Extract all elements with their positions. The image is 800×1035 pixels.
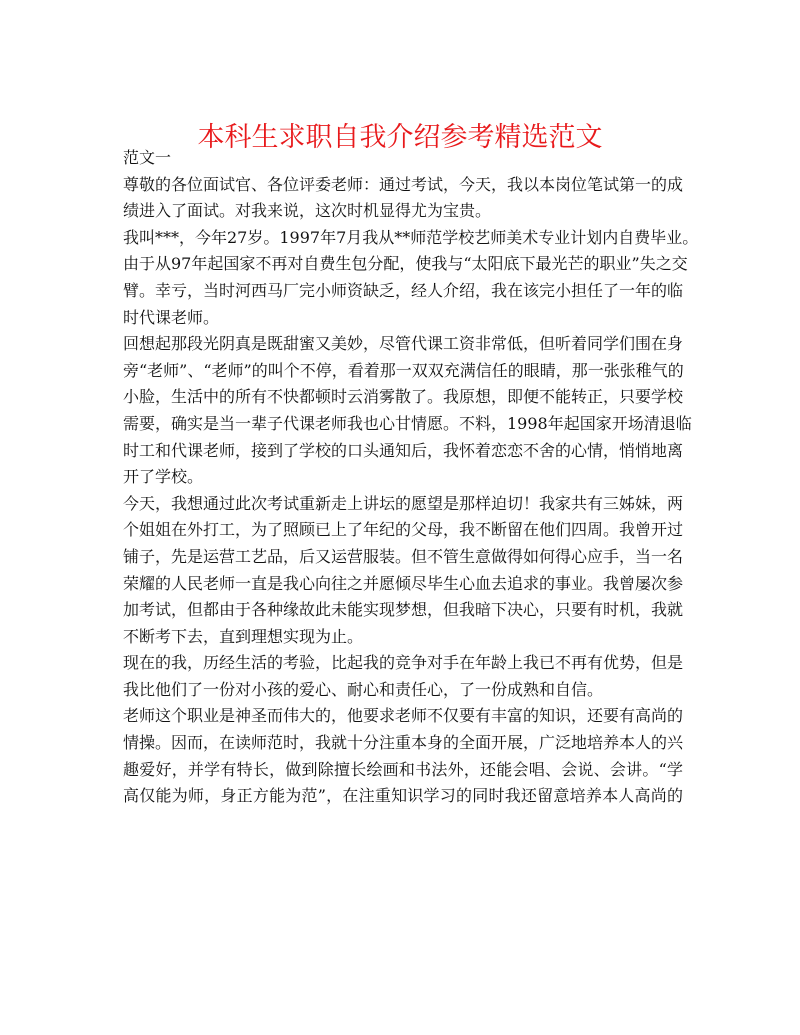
document-title: 本科生求职自我介绍参考精选范文 <box>197 122 603 154</box>
paragraph-aspiration <box>123 491 683 651</box>
text-line: 范文一 <box>123 148 172 167</box>
section-label <box>123 145 683 172</box>
text-line: 由于从97年起国家不再对自费生包分配，使我与“太阳底下最光芒的职业”失之交 <box>123 254 688 274</box>
text-line: 时工和代课老师，接到了学校的口头通知后，我怀着恋恋不舍的心情，悄悄地离 <box>123 440 684 460</box>
paragraph-profession <box>123 703 683 809</box>
text-line: 尊敬的各位面试官、各位评委老师：通过考试，今天，我以本岗位笔试第一的成 <box>123 174 684 194</box>
text-line: 不断考下去，直到理想实现为止。 <box>123 626 364 646</box>
text-line: 绩进入了面试。对我来说，这次时机显得尤为宝贵。 <box>123 201 492 221</box>
text-line: 情操。因而，在读师范时，我就十分注重本身的全面开展，广泛地培养本人的兴 <box>123 733 684 753</box>
paragraph-memories <box>123 331 692 491</box>
text-line: 荣耀的人民老师一直是我心向往之并愿倾尽毕生心血去追求的事业。我曾屡次参 <box>123 573 684 593</box>
text-line: 我叫***，今年27岁。1997年7月我从**师范学校艺师美术专业计划内自费毕业。 <box>123 227 699 247</box>
text-line: 臂。幸亏，当时河西马厂完小师资缺乏，经人介绍，我在该完小担任了一年的临 <box>123 280 684 300</box>
text-line: 小脸，生活中的所有不快都顿时云消雾散了。我原想，即便不能转正，只要学校 <box>123 387 684 407</box>
text-line: 回想起那段光阴真是既甜蜜又美妙，尽管代课工资非常低，但听着同学们围在身 <box>123 334 684 354</box>
text-line: 老师这个职业是神圣而伟大的，他要求老师不仅要有丰富的知识，还要有高尚的 <box>123 706 684 726</box>
text-line: 加考试，但都由于各种缘故此未能实现梦想，但我暗下决心，只要有时机，我就 <box>123 600 684 620</box>
text-line: 时代课老师。 <box>123 307 220 327</box>
text-line: 旁“老师”、“老师”的叫个不停，看着那一双双充满信任的眼睛，那一张张稚气的 <box>123 360 684 380</box>
text-line: 今天，我想通过此次考试重新走上讲坛的愿望是那样迫切！我家共有三姊妹，两 <box>123 493 684 513</box>
text-line: 高仅能为师，身正方能为范”，在注重知识学习的同时我还留意培养本人高尚的 <box>123 786 683 806</box>
paragraph-present <box>123 650 683 703</box>
text-line: 现在的我，历经生活的考验，比起我的竞争对手在年龄上我已不再有优势，但是 <box>123 653 684 673</box>
text-line: 个姐姐在外打工，为了照顾已上了年纪的父母，我不断留在他们四周。我曾开过 <box>123 520 684 540</box>
paragraph-background <box>123 225 699 331</box>
text-line: 开了学校。 <box>123 467 204 487</box>
text-line: 需要，确实是当一辈子代课老师我也心甘情愿。不料，1998年起国家开场清退临 <box>123 413 692 433</box>
paragraph-greeting <box>123 172 683 225</box>
text-line: 趣爱好，并学有特长，做到除擅长绘画和书法外，还能会唱、会说、会讲。“学 <box>123 759 683 779</box>
text-line: 铺子，先是运营工艺品，后又运营服装。但不管生意做得如何得心应手，当一名 <box>123 546 684 566</box>
text-line: 我比他们了一份对小孩的爱心、耐心和责任心，了一份成熟和自信。 <box>123 679 604 699</box>
document-body <box>123 145 699 810</box>
